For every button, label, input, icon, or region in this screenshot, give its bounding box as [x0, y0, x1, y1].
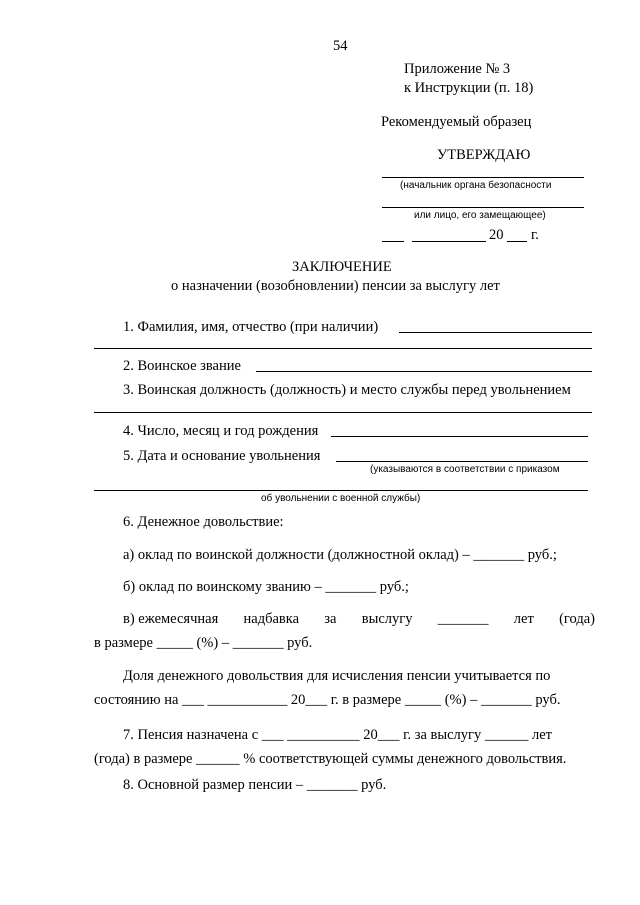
item-6c-word: выслугу	[361, 611, 413, 627]
share-line-2: состоянию на ___ ___________ 20___ г. в размере _____ (%) – _______ руб.	[94, 692, 561, 708]
item-6-label: 6. Денежное довольствие:	[123, 514, 284, 530]
item-1-label: 1. Фамилия, имя, отчество (при наличии)	[123, 319, 379, 335]
item-2-field-line	[256, 371, 592, 372]
item-6c-word: (года)	[559, 611, 595, 627]
item-6b-line: б) оклад по воинскому званию – _______ руб.;	[123, 579, 409, 595]
item-2-label: 2. Воинское звание	[123, 358, 241, 374]
item-6c-word: лет	[513, 611, 534, 627]
item-6c-word: _______	[437, 611, 489, 627]
document-title: ЗАКЛЮЧЕНИЕ	[292, 259, 392, 275]
item-7-line-1: 7. Пенсия назначена с ___ __________ 20___ г. за выслугу ______ лет	[123, 727, 552, 743]
date-year-suffix: г.	[531, 227, 539, 243]
document-subtitle: о назначении (возобновлении) пенсии за выслугу лет	[171, 278, 500, 294]
item-5-caption-1: (указываются в соответствии с приказом	[370, 464, 560, 475]
item-6c-word: за	[324, 611, 337, 627]
date-month-blank	[412, 241, 486, 242]
item-6a-line: а) оклад по воинской должности (должностной оклад) – _______ руб.;	[123, 547, 557, 563]
item-5-caption-2: об увольнении с военной службы)	[261, 493, 421, 504]
appendix-label: Приложение № 3	[404, 61, 511, 77]
approver-caption-1: (начальник органа безопасности	[400, 180, 552, 191]
approve-label: УТВЕРЖДАЮ	[437, 147, 531, 163]
sample-label: Рекомендуемый образец	[381, 114, 532, 130]
instruction-ref: к Инструкции (п. 18)	[404, 80, 534, 96]
approver-signature-line	[382, 177, 584, 178]
date-year-prefix: 20	[489, 227, 504, 243]
approver-name-line	[382, 207, 584, 208]
item-4-field-line	[331, 436, 588, 437]
item-6c-word: в) ежемесячная	[123, 611, 219, 627]
date-year-blank	[507, 241, 527, 242]
item-6c-word: надбавка	[243, 611, 300, 627]
item-8-line: 8. Основной размер пенсии – _______ руб.	[123, 777, 387, 793]
item-5-field-line-2	[94, 490, 588, 491]
item-5-field-line	[336, 461, 588, 462]
item-6c-line-1	[123, 610, 595, 628]
share-line-1: Доля денежного довольствия для исчисления пенсии учитывается по	[123, 668, 551, 684]
item-7-line-2: (года) в размере ______ % соответствующей суммы денежного довольствия.	[94, 751, 567, 767]
item-3-field-line	[94, 412, 592, 413]
item-1-field-line-2	[94, 348, 592, 349]
item-6c-line-2: в размере _____ (%) – _______ руб.	[94, 635, 313, 651]
item-4-label: 4. Число, месяц и год рождения	[123, 423, 319, 439]
page-number: 54	[333, 38, 348, 54]
item-1-field-line	[399, 332, 592, 333]
date-day-blank	[382, 241, 404, 242]
approver-caption-2: или лицо, его замещающее)	[414, 210, 546, 221]
item-5-label: 5. Дата и основание увольнения	[123, 448, 321, 464]
item-3-label: 3. Воинская должность (должность) и место службы перед увольнением	[123, 382, 571, 398]
